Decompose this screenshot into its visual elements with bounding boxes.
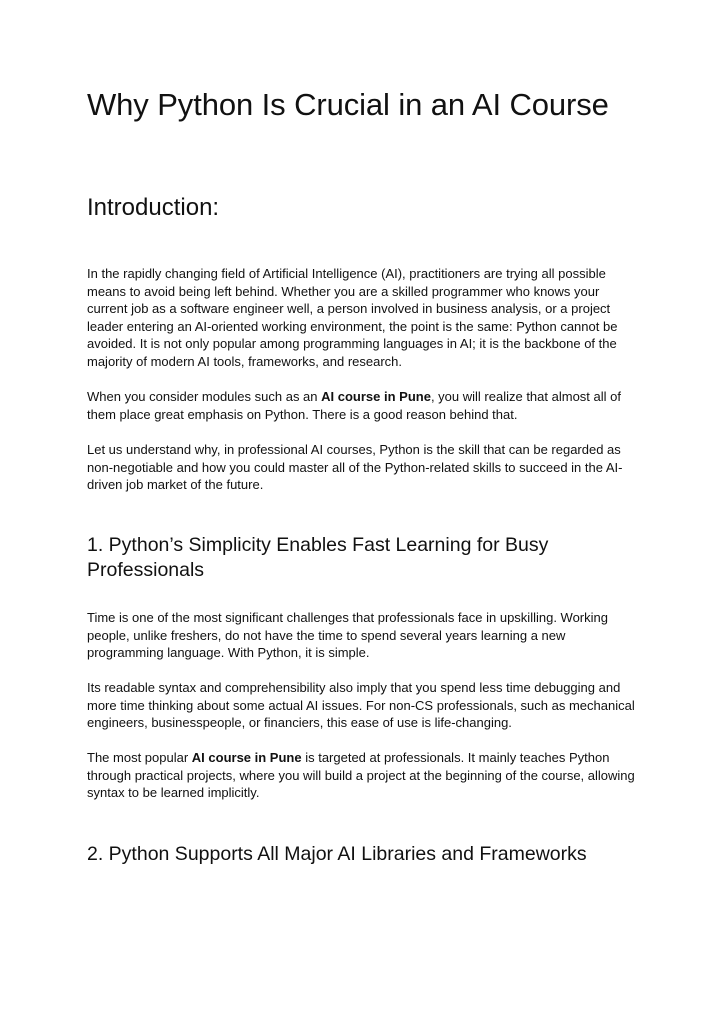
intro-paragraph-1: In the rapidly changing field of Artificial Intelligence (AI), practitioners are trying all possible means to avoid being left behind. Whether you are a skilled programmer who knows your current job as a software engineer well, a person involved in business analysis, or a project leader entering an AI-oriented working environment, the point is the same: Python cannot be avoided. It is not only popular among programming languages in AI; it is the backbone of the majority of modern AI tools, frameworks, and research. <box>87 266 618 369</box>
section-1-paragraph-2: Its readable syntax and comprehensibility also imply that you spend less time debugging and more time thinking about some actual AI issues. For non-CS professionals, such as mechanical engineers, businesspeople, or financiers, this ease of use is life-changing. <box>87 680 635 731</box>
section-2-heading: 2. Python Supports All Major AI Libraries and Frameworks <box>87 843 587 865</box>
intro-paragraph-2-text: When you consider modules such as an <box>87 389 322 404</box>
ai-course-pune-highlight: AI course in Pune <box>321 389 431 404</box>
section-1-paragraph-3-text-end: is targeted at professionals. It mainly teaches Python through practical projects, where you will build a project at the beginning of the course, allowing syntax to be learned implicitly. <box>87 750 635 801</box>
intro-paragraph-2-text-end: , you will realize that almost all of them place great emphasis on Python. There is a good reason behind that. <box>87 389 621 422</box>
intro-paragraph-2 <box>87 388 635 423</box>
section-1-heading: 1. Python’s Simplicity Enables Fast Learning for Busy Professionals <box>87 534 549 581</box>
section-1-paragraph-3 <box>87 749 635 802</box>
intro-heading: Introduction: <box>87 194 220 221</box>
section-1-paragraph-1: Time is one of the most significant challenges that professionals face in upskilling. Working people, unlike freshers, do not have the time to spend several years learning a new programming language. With Python, it is simple. <box>87 610 608 661</box>
section-1-paragraph-3-text: The most popular <box>87 750 192 765</box>
ai-course-pune-highlight: AI course in Pune <box>191 750 302 765</box>
intro-paragraph-3: Let us understand why, in professional AI courses, Python is the skill that can be regarded as non-negotiable and how you could master all of the Python-related skills to succeed in the AI-driven job market of the future. <box>87 442 623 493</box>
document-title: Why Python Is Crucial in an AI Course <box>87 87 609 122</box>
